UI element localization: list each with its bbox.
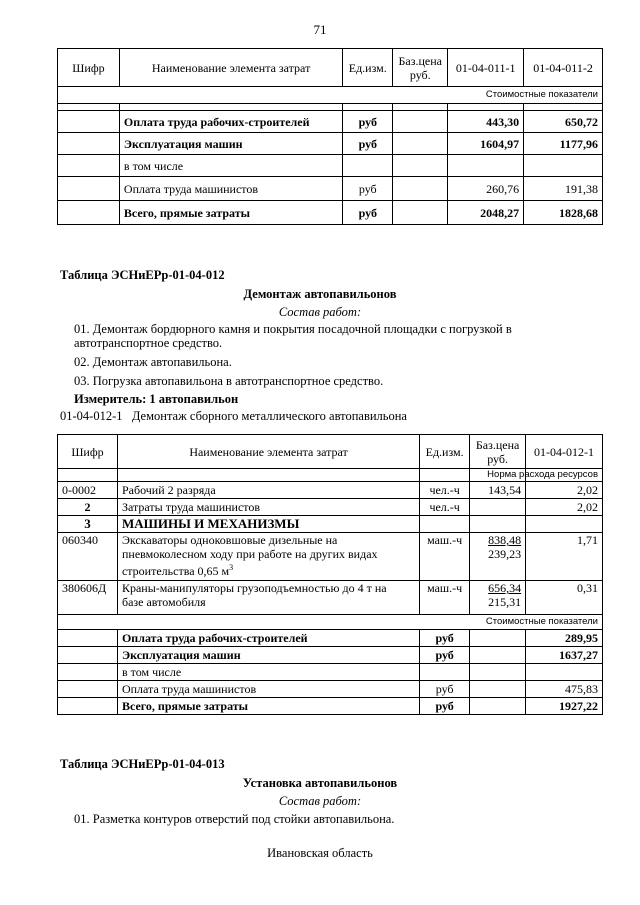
row-name: Эксплуатация машин [117,647,419,664]
cost-table-011 [57,48,603,225]
table-row [58,698,603,715]
row-unit: руб [343,111,393,133]
row-value: 475,83 [526,681,603,698]
row-price: 143,54 [470,482,526,499]
work-item: 01. Разметка контуров отверстий под стойки автопавильона. [74,812,395,826]
table-row [58,533,603,581]
table-title-013: Таблица ЭСНиЕРр-01-04-013 [60,757,225,771]
work-item: 03. Погрузка автопавильона в автотранспортное средство. [74,374,384,388]
row-name: Оплата труда рабочих-строителей [117,630,419,647]
row-unit: руб [420,647,470,664]
row-value: 650,72 [524,111,603,133]
subheader-cost: Стоимостные показатели [58,615,603,630]
header-name: Наименование элемента затрат [119,49,342,87]
header-code: Шифр [58,49,120,87]
row-unit: маш.-ч [420,581,470,615]
row-value: 289,95 [526,630,603,647]
table-row [58,111,603,133]
row-name: Эксплуатация машин [119,133,342,155]
row-value: 1637,27 [526,647,603,664]
row-value: 2,02 [526,499,603,516]
row-name: в том числе [119,155,342,177]
composition-label: Состав работ: [278,305,362,319]
meter-line: Измеритель: 1 автопавильон [74,392,239,406]
row-name: Всего, прямые затраты [119,201,342,225]
row-name: Оплата труда машинистов [119,177,342,201]
table-row [58,681,603,698]
row-value: 0,31 [526,581,603,615]
table-row [58,133,603,155]
page-number: 71 [313,22,327,37]
row-value: 1,71 [526,533,603,581]
row-name: Рабочий 2 разряда [117,482,419,499]
row-name: Затраты труда машинистов [117,499,419,516]
row-unit: руб [343,201,393,225]
row-value: 1604,97 [448,133,524,155]
row-price: 656,34 215,31 [470,581,526,615]
row-name: Краны-манипуляторы грузоподъемностью до 4 т на базе автомобиля [117,581,419,615]
row-value: 191,38 [524,177,603,201]
table-row [58,630,603,647]
table-row [58,482,603,499]
row-code: 060340 [58,533,118,581]
header-col1: 01-04-011-1 [448,49,524,87]
row-value: 1828,68 [524,201,603,225]
table-row [58,647,603,664]
code-line: 01-04-012-1 Демонтаж сборного металлического автопавильона [60,409,407,423]
header-name: Наименование элемента затрат [117,435,419,469]
row-name: Экскаваторы одноковшовые дизельные на пневмоколесном ходу при работе на других видах строительства 0,65 $м^3$ [117,533,419,581]
row-code: 0-0002 [58,482,118,499]
composition-label: Состав работ: [278,794,362,808]
header-base-price: Баз.цена руб. [470,435,526,469]
section-heading: Демонтаж автопавильонов [243,287,397,301]
row-value: 260,76 [448,177,524,201]
row-name: в том числе [117,664,419,681]
row-code: 2 [58,499,118,516]
table-title-012: Таблица ЭСНиЕРр-01-04-012 [60,268,225,282]
header-unit: Ед.изм. [343,49,393,87]
row-name: Оплата труда рабочих-строителей [119,111,342,133]
header-col1: 01-04-012-1 [526,435,603,469]
row-value: 2,02 [526,482,603,499]
row-value: 1177,96 [524,133,603,155]
row-name: Всего, прямые затраты [117,698,419,715]
subheader-norm-label: Норма расхода ресурсов [487,469,598,480]
work-item: 02. Демонтаж автопавильона. [74,355,232,369]
header-unit: Ед.изм. [420,435,470,469]
work-item: автотранспортное средство. [74,336,223,350]
table-row [58,155,603,177]
table-row [58,201,603,225]
row-unit: чел.-ч [420,499,470,516]
table-row [58,664,603,681]
row-unit: руб [420,681,470,698]
row-code: 380606Д [58,581,118,615]
row-unit: руб [343,177,393,201]
header-base-price: Баз.цена руб. [393,49,448,87]
row-unit: руб [420,698,470,715]
table-row [58,581,603,615]
row-value: 1927,22 [526,698,603,715]
row-code: 3 [58,516,118,533]
footer-region: Ивановская область [267,846,373,860]
work-item: 01. Демонтаж бордюрного камня и покрытия посадочной площадки с погрузкой в [74,322,512,336]
row-price: 838,48 239,23 [470,533,526,581]
subheader-cost: Стоимостные показатели [58,87,603,104]
section-heading: Установка автопавильонов [242,776,398,790]
header-code: Шифр [58,435,118,469]
row-name: Оплата труда машинистов [117,681,419,698]
row-unit: руб [420,630,470,647]
row-unit: руб [343,133,393,155]
table-row [58,177,603,201]
row-value: 2048,27 [448,201,524,225]
row-unit: чел.-ч [420,482,470,499]
row-unit: маш.-ч [420,533,470,581]
table-row [58,499,603,516]
table-row [58,516,603,533]
row-value: 443,30 [448,111,524,133]
header-col2: 01-04-011-2 [524,49,603,87]
row-name: МАШИНЫ И МЕХАНИЗМЫ [117,516,419,533]
